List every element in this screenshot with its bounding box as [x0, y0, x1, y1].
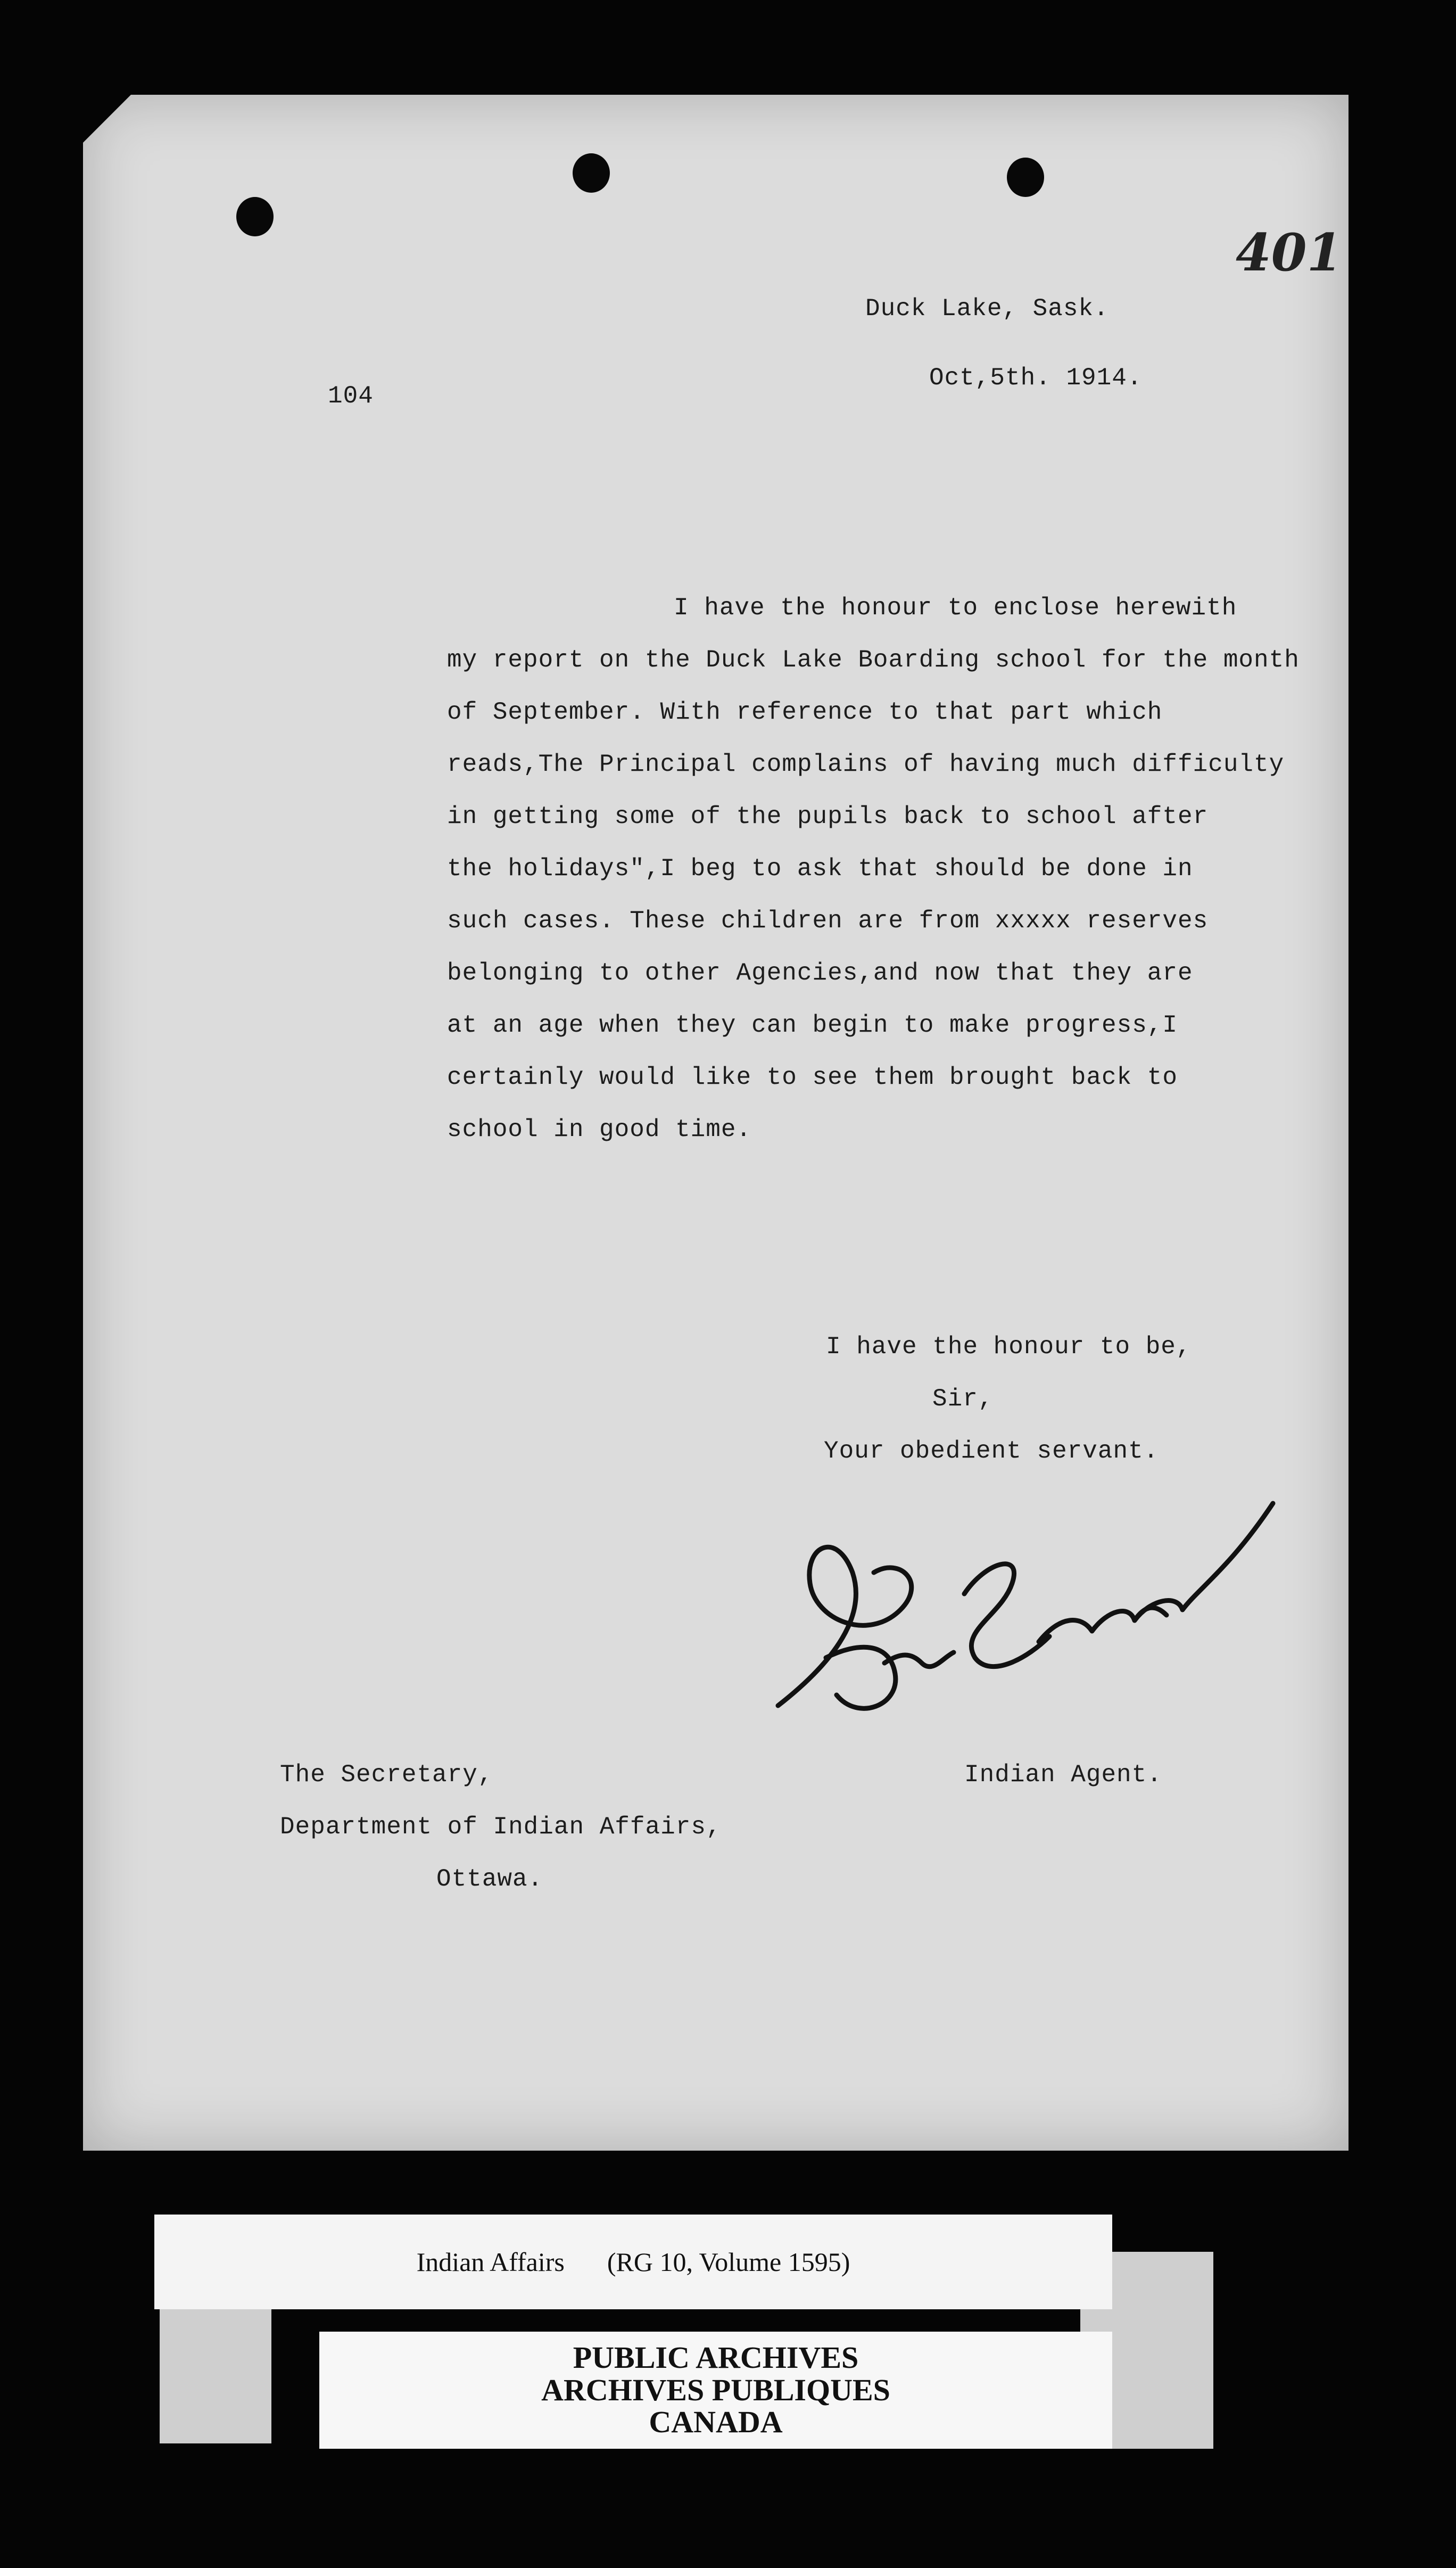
document-page: [83, 95, 1349, 2151]
folded-corner: [83, 95, 131, 143]
signer-title: Indian Agent.: [964, 1761, 1162, 1789]
institution-country: CANADA: [649, 2405, 783, 2440]
archive-reference-label: [154, 2215, 1112, 2309]
body-line: my report on the Duck Lake Boarding school for the month: [447, 646, 1300, 674]
institution-french: ARCHIVES PUBLIQUES: [541, 2372, 890, 2407]
archive-reference: (RG 10, Volume 1595): [607, 2247, 850, 2277]
body-line: I have the honour to enclose herewith: [674, 594, 1237, 622]
institution-english: PUBLIC ARCHIVES: [573, 2340, 859, 2375]
punch-hole: [1007, 158, 1044, 197]
body-line: at an age when they can begin to make progress,I: [447, 1011, 1178, 1039]
punch-hole: [236, 197, 274, 236]
closing-line: I have the honour to be,: [826, 1333, 1192, 1361]
file-number: 104: [328, 382, 374, 410]
body-line: belonging to other Agencies,and now that they are: [447, 959, 1193, 987]
place-line: Duck Lake, Sask.: [865, 295, 1109, 323]
archive-stamp: [319, 2332, 1112, 2449]
punch-hole: [573, 153, 610, 193]
body-line: such cases. These children are from xxxxx reserves: [447, 907, 1209, 935]
body-line: certainly would like to see them brought back to: [447, 1064, 1178, 1091]
body-line: in getting some of the pupils back to school after: [447, 803, 1209, 830]
date-line: Oct,5th. 1914.: [929, 364, 1143, 392]
addressee-line: The Secretary,: [280, 1761, 493, 1789]
closing-salutation: Sir,: [932, 1385, 994, 1413]
closing-line: Your obedient servant.: [824, 1437, 1159, 1465]
addressee-line: Department of Indian Affairs,: [280, 1813, 722, 1841]
body-line: school in good time.: [447, 1116, 752, 1143]
signature: [762, 1482, 1305, 1748]
archive-series: Indian Affairs: [416, 2247, 565, 2277]
folio-number: 401: [1236, 223, 1343, 283]
body-line: reads,The Principal complains of having much difficulty: [447, 751, 1285, 778]
addressee-line: Ottawa.: [436, 1865, 543, 1893]
body-line: of September. With reference to that part which: [447, 698, 1163, 726]
body-line: the holidays",I beg to ask that should be done in: [447, 855, 1193, 883]
